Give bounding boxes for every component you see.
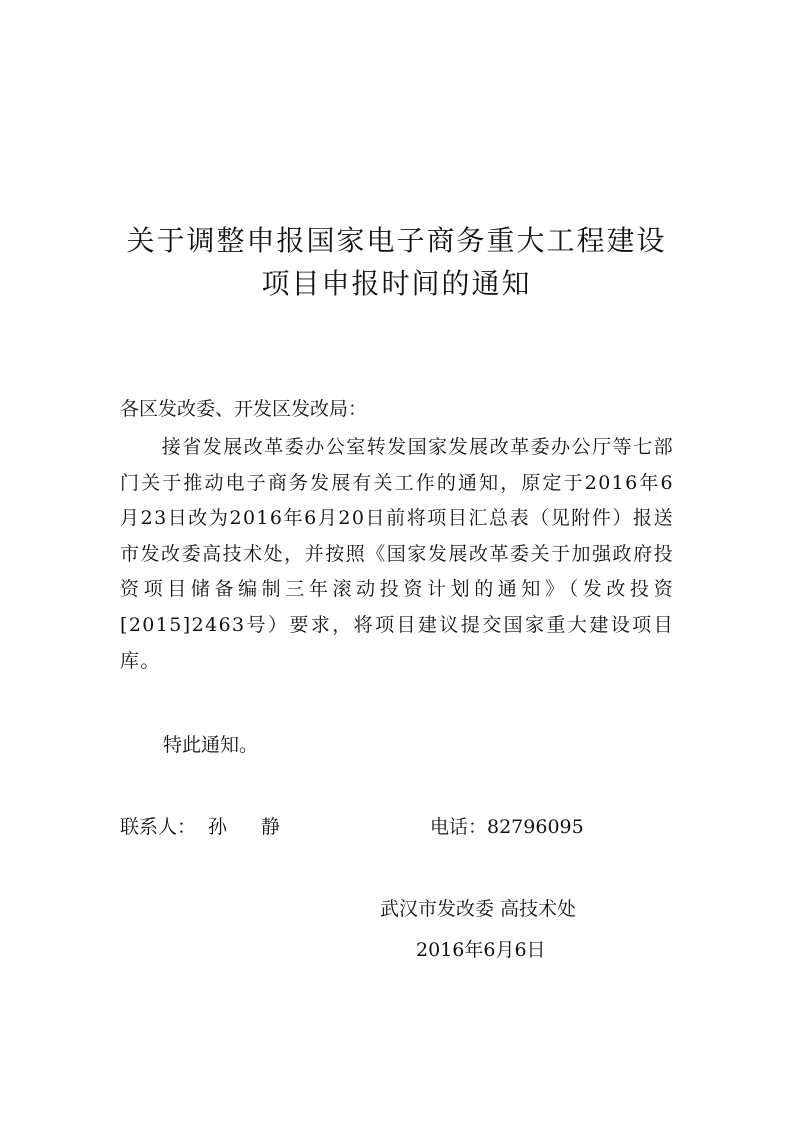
closing-notice: 特此通知。: [163, 734, 259, 756]
document-title-line-2: 项目申报时间的通知: [261, 267, 532, 300]
salutation: 各区发改委、开发区发改局：: [120, 398, 368, 420]
issue-date: 2016年6月6日: [416, 939, 546, 961]
contact-label: 联系人：: [120, 816, 197, 838]
contact-phone: 电话：82796095: [430, 816, 584, 838]
issuer-signature: 武汉市发改委 高技术处: [380, 898, 577, 920]
contact-name: 孙 静: [208, 816, 295, 838]
document-title-line-1: 关于调整申报国家电子商务重大工程建设: [126, 224, 667, 257]
notice-body: 接省发展改革委办公室转发国家发展改革委办公厅等七部门关于推动电子商务发展有关工作的通知，原定于2016年6月23日改为2016年6月20日前将项目汇总表（见附件）报送市发改委高技术处，并按照《国家发展改革委关于加强政府投资项目储备编制三年滚动投资计划的通知》（发改投资[2015]2463号）要求，将项目建议提交国家重大建设项目库。: [120, 436, 674, 672]
